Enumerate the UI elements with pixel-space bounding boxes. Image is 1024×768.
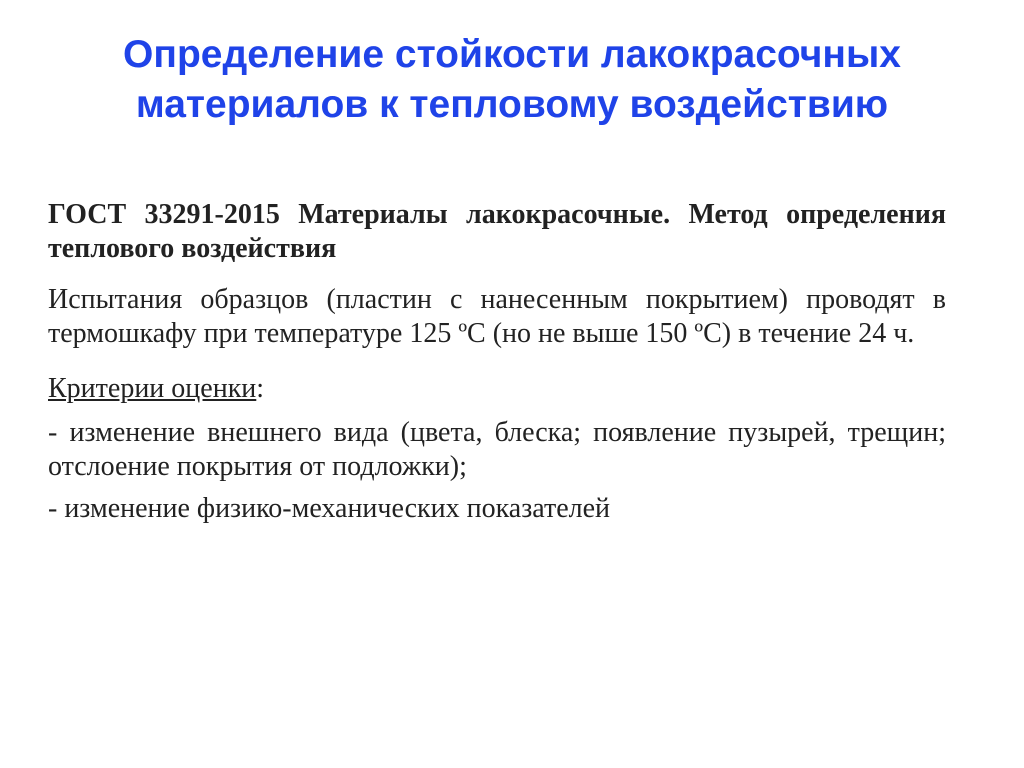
- criteria-heading: [48, 372, 946, 406]
- slide-title: [0, 30, 1024, 130]
- criteria-heading-label: Критерии оценки: [48, 373, 257, 404]
- test-procedure: Испытания образцов (пластин с нанесенным покрытием) проводят в термошкафу при температуре 125 ºС (но не выше 150 ºС) в течение 24 ч.: [48, 284, 946, 349]
- slide-title-line-1: Определение стойкости лакокрасочных: [123, 33, 901, 76]
- slide-title-line-2: материалов к тепловому воздействию: [135, 83, 889, 126]
- criterion-item-mechanical: - изменение физико-механических показателей: [48, 493, 611, 524]
- criteria-heading-colon: :: [256, 373, 265, 404]
- criterion-item-appearance: - изменение внешнего вида (цвета, блеска; появление пузырей, трещин; отслоение покрытия от подложки);: [48, 417, 946, 482]
- standard-reference: ГОСТ 33291-2015 Материалы лакокрасочные. Метод определения теплового воздействия: [48, 199, 946, 264]
- slide-body: [48, 198, 946, 526]
